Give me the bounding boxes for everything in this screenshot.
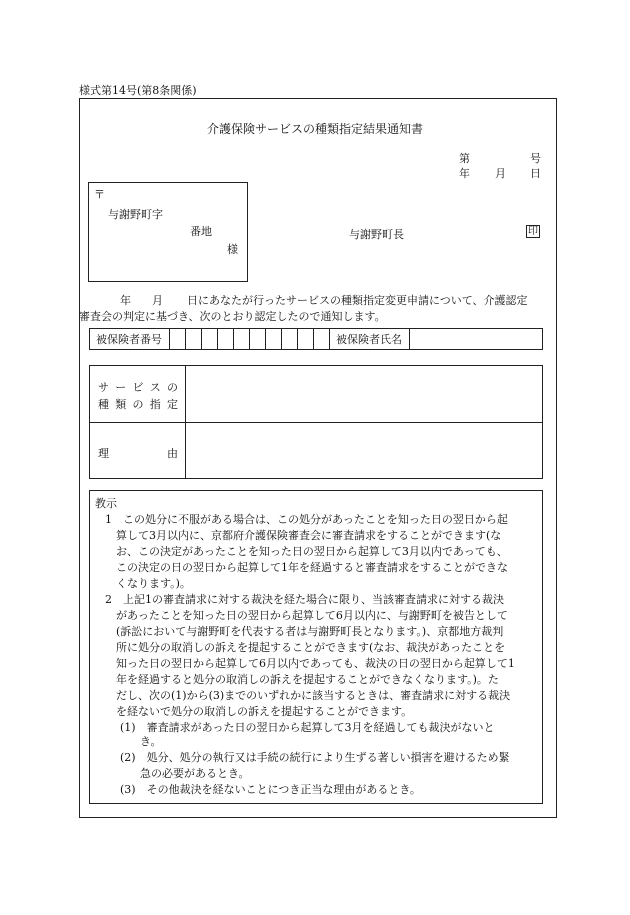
label-char: の: [132, 398, 144, 411]
label-char: 類: [115, 398, 127, 411]
insured-number-cell[interactable]: [266, 329, 282, 349]
label-char: 定: [167, 398, 178, 411]
header-go: 号: [530, 152, 541, 165]
insured-number-cell[interactable]: [186, 329, 202, 349]
notes-line: き。: [140, 735, 162, 748]
body-line2: 審査会の判定に基づき、次のとおり認定したので通知します。: [79, 310, 386, 323]
insured-name-cell[interactable]: [410, 329, 542, 349]
seal-mark: 印: [528, 226, 538, 237]
notes-line: (2) 処分、処分の執行又は手続の続行により生ずる著しい損害を避けるため緊: [120, 751, 510, 764]
postal-mark: 〒: [94, 188, 105, 201]
notes-line: 所に処分の取消しの訴えを提起することができます(なお、裁決があったことを: [116, 641, 506, 654]
insured-id-row: [89, 328, 543, 350]
label-char: 理: [98, 447, 109, 460]
insured-number-cell[interactable]: [314, 329, 330, 349]
body-year: 年: [120, 294, 131, 307]
insured-name-label: 被保険者氏名: [330, 329, 410, 349]
notes-line: を経ないで処分の取消しの訴えを提起することができます。: [116, 705, 413, 718]
insured-number-cell[interactable]: [234, 329, 250, 349]
notes-line: 急の必要があるとき。: [140, 767, 250, 780]
notes-line: 知った日の翌日から起算して6月以内であっても、裁決の日の翌日から起算して1: [116, 657, 515, 670]
insured-number-label: 被保険者番号: [90, 329, 170, 349]
service-designation-table: [89, 365, 543, 479]
insured-number-cell[interactable]: [282, 329, 298, 349]
label-char: 指: [149, 398, 161, 411]
notes-line: お、この決定があったことを知った日の翌日から起算して3月以内であっても、: [116, 545, 508, 558]
label-char: サ: [98, 381, 109, 394]
notes-line: 算して3月以内に、京都府介護保険審査会に審査請求をすることができます(な: [116, 529, 502, 542]
label-char: ス: [149, 381, 161, 394]
reason-label: [98, 445, 178, 461]
instruction-notes-box: [89, 490, 543, 804]
notes-line: 年を経過すると処分の取消しの訴えを提起することができなくなります。)。た: [116, 673, 499, 686]
header-nen: 年: [459, 167, 470, 180]
notes-line: (1) 審査請求があった日の翌日から起算して3月を経過しても裁決がないと: [120, 721, 495, 734]
notes-heading: 教示: [95, 497, 117, 510]
document-title: 介護保険サービスの種類指定結果通知書: [206, 122, 423, 136]
insured-number-cell[interactable]: [218, 329, 234, 349]
notes-line: があったことを知った日の翌日から起算して6月以内に、与謝野町を被告として: [116, 609, 508, 622]
label-char: ビ: [132, 381, 144, 394]
notes-line: この決定の日の翌日から起算して1年を経過すると審査請求をすることができな: [116, 561, 508, 574]
insured-number-cell[interactable]: [250, 329, 266, 349]
label-char: 種: [98, 398, 109, 411]
service-type-label-line1: [98, 379, 178, 395]
notes-line: 1 この処分に不服がある場合は、この処分があったことを知った日の翌日から起: [105, 513, 508, 526]
header-tsuki: 月: [495, 167, 506, 180]
service-type-value[interactable]: [186, 366, 542, 422]
body-line1: 日にあなたが行ったサービスの種類指定変更申請について、介護認定: [187, 294, 528, 307]
notes-line: くなります。)。: [116, 577, 191, 590]
address-sama: 様: [227, 243, 238, 256]
insured-number-cell[interactable]: [170, 329, 186, 349]
form-number: 様式第14号(第8条関係): [79, 84, 197, 97]
address-box: [88, 182, 248, 282]
notes-line: (3) その他裁決を経ないことにつき正当な理由があるとき。: [120, 783, 421, 796]
label-char: ー: [115, 381, 127, 394]
address-town: 与謝野町字: [108, 208, 163, 221]
notes-line: 2 上記1の審査請求に対する裁決を経た場合に限り、当該審査請求に対する裁決: [105, 593, 504, 606]
body-month: 月: [152, 294, 163, 307]
label-char: 由: [167, 447, 178, 460]
notes-line: だし、次の(1)から(3)までのいずれかに該当するときは、審査請求に対する裁決: [116, 689, 511, 702]
header-hi: 日: [530, 167, 541, 180]
header-dai: 第: [459, 152, 470, 165]
insured-number-cell[interactable]: [202, 329, 218, 349]
label-char: の: [167, 381, 178, 394]
insured-number-cell[interactable]: [298, 329, 314, 349]
sender-name: 与謝野町長: [349, 228, 404, 241]
address-banchi: 番地: [190, 225, 212, 238]
service-type-label-line2: [98, 396, 178, 412]
notes-line: (訴訟において与謝野町を代表する者は与謝野町長となります。)、京都地方裁判: [116, 625, 504, 638]
reason-value[interactable]: [186, 423, 542, 478]
